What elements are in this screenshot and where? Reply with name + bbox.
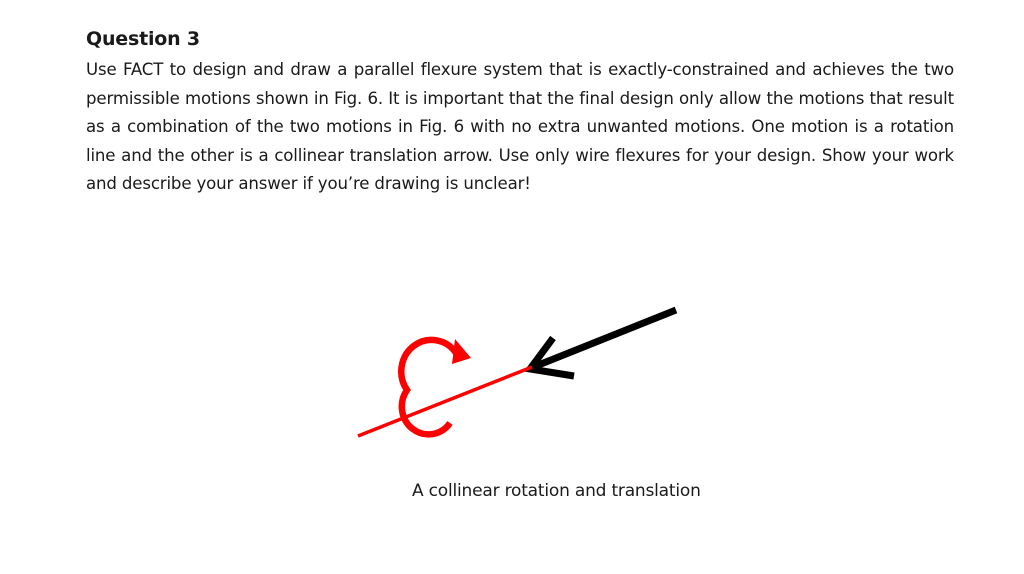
rotation-arrow-head	[452, 339, 471, 364]
figure-caption: A collinear rotation and translation	[412, 481, 701, 501]
motion-figure	[340, 290, 700, 450]
question-body: Use FACT to design and draw a parallel flexure system that is exactly-constrained and achieves the two permissible motions shown in Fig. 6. It is important that the final design only allow the motions that result as a combination of the two motions in Fig. 6 with no extra unwanted motions. One motion is a rotation line and the other is a collinear translation arrow. Use only wire flexures for your design. Show your work and describe your answer if you’re drawing is unclear!	[86, 60, 954, 194]
rotation-arc	[401, 340, 456, 434]
translation-arrow-shaft	[536, 310, 676, 366]
question-title: Question 3	[86, 28, 200, 50]
motion-diagram	[340, 290, 700, 450]
